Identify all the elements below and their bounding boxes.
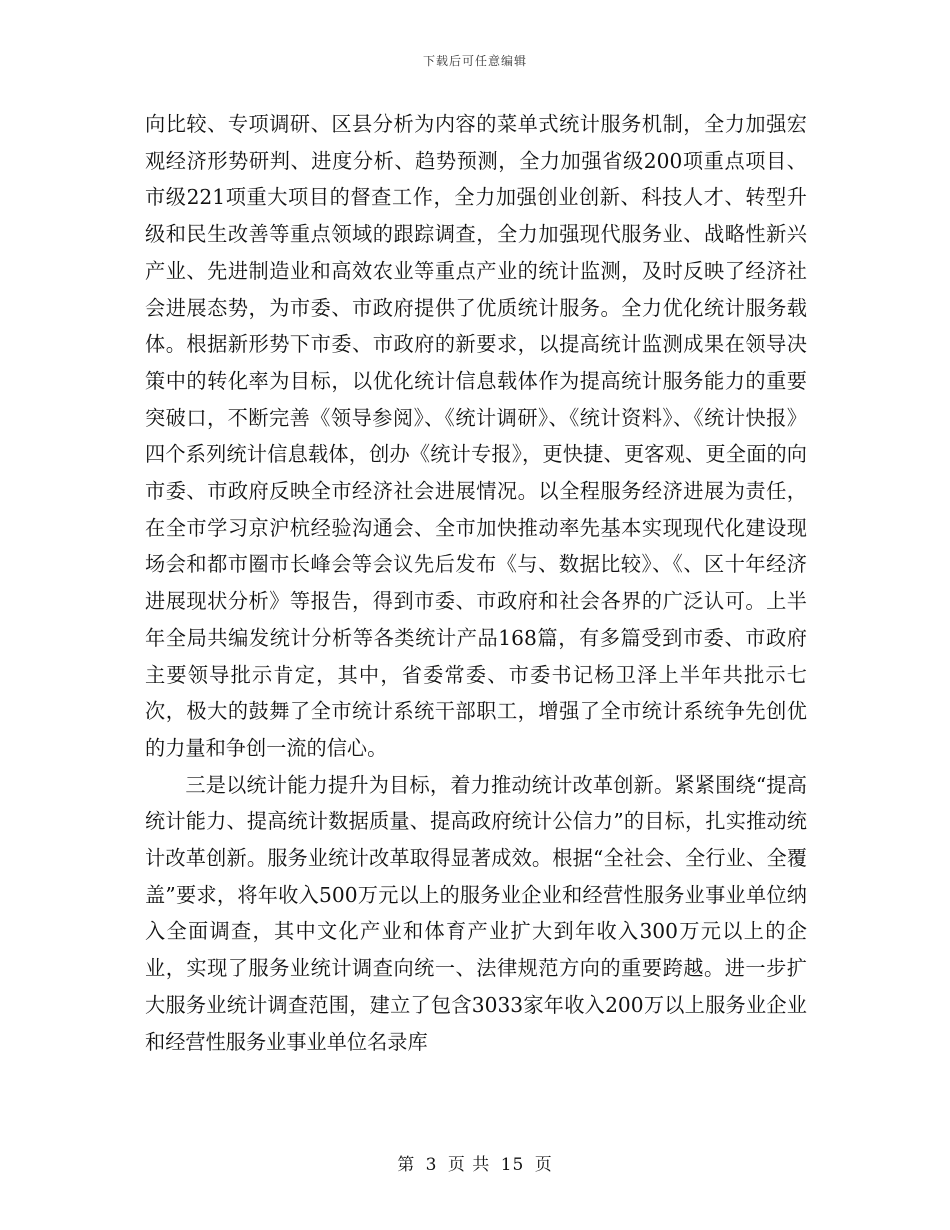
footer-middle: 页 共 bbox=[447, 1155, 491, 1175]
footer-page-number: 3 bbox=[425, 1155, 438, 1175]
document-body bbox=[145, 106, 807, 1060]
footer-suffix: 页 bbox=[534, 1155, 553, 1175]
page-header: 下载后可任意编辑 bbox=[422, 54, 527, 68]
paragraph-1: 向比较、专项调研、区县分析为内容的菜单式统计服务机制，全力加强宏观经济形势研判、进度分析、趋势预测，全力加强省级200项重点项目、市级221项重大项目的督查工作，全力加强创业创新、科技人才、转型升级和民生改善等重点领域的跟踪调查，全力加强现代服务业、战略性新兴产业、先进制造业和高效农业等重点产业的统计监测，及时反映了经济社会进展态势，为市委、市政府提供了优质统计服务。全力优化统计服务载体。根据新形势下市委、市政府的新要求，以提高统计监测成果在领导决策中的转化率为目标，以优化统计信息载体作为提高统计服务能力的重要突破口，不断完善《领导参阅》、《统计调研》、《统计资料》、《统计快报》四个系列统计信息载体，创办《统计专报》，更快捷、更客观、更全面的向市委、市政府反映全市经济社会进展情况。以全程服务经济进展为责任，在全市学习京沪杭经验沟通会、全市加快推动率先基本实现现代化建设现场会和都市圈市长峰会等会议先后发布《与、数据比较》、《、区十年经济进展现状分析》等报告，得到市委、市政府和社会各界的广泛认可。上半年全局共编发统计分析等各类统计产品168篇，有多篇受到市委、市政府主要领导批示肯定，其中，省委常委、市委书记杨卫泽上半年共批示七次，极大的鼓舞了全市统计系统干部职工，增强了全市统计系统争先创优的力量和争创一流的信心。 bbox=[145, 112, 807, 760]
paragraph-2: 三是以统计能力提升为目标，着力推动统计改革创新。紧紧围绕“提高统计能力、提高统计数据质量、提高政府统计公信力”的目标，扎实推动统计改革创新。服务业统计改革取得显著成效。根据“全社会、全行业、全覆盖”要求，将年收入500万元以上的服务业企业和经营性服务业事业单位纳入全面调查，其中文化产业和体育产业扩大到年收入300万元以上的企业，实现了服务业统计调查向统一、法律规范方向的重要跨越。进一步扩大服务业统计调查范围，建立了包含3033家年收入200万以上服务业企业和经营性服务业事业单位名录库 bbox=[145, 772, 807, 1054]
footer-prefix: 第 bbox=[397, 1155, 416, 1175]
footer-total-pages: 15 bbox=[500, 1155, 525, 1175]
page-footer bbox=[0, 1150, 950, 1175]
